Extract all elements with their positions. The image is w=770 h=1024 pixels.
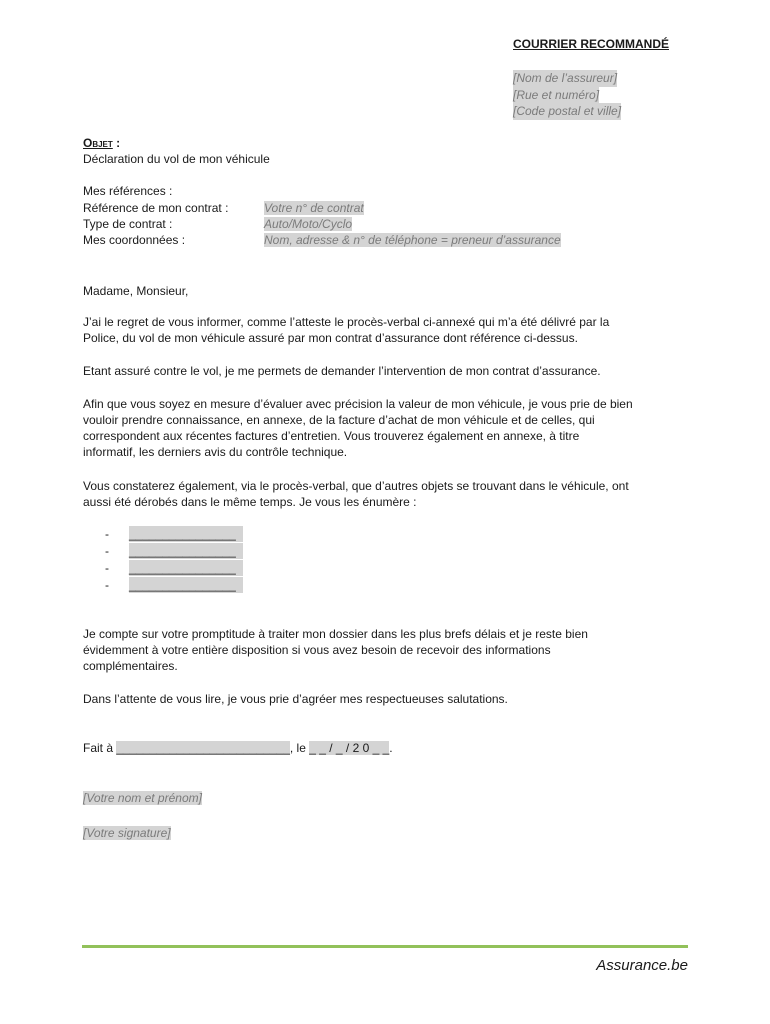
list-item[interactable]: - ________________ <box>105 543 243 559</box>
paragraph-4: Vous constaterez également, via le procès-verbal, que d’autres objets se trouvant dans le véhicule, ont aussi été dérobés dans le même temps. Je vous les énumère : <box>83 479 629 509</box>
ref-contact-value[interactable]: Nom, adresse & n° de téléphone = preneur d’assurance <box>264 233 561 247</box>
insurer-street-placeholder[interactable]: [Rue et numéro] <box>513 87 600 102</box>
paragraph-6: Dans l’attente de vous lire, je vous prie d’agréer mes respectueuses salutations. <box>83 692 508 706</box>
letter-title: COURRIER RECOMMANDÉ <box>513 37 669 51</box>
insurer-city-placeholder[interactable]: [Code postal et ville] <box>513 104 622 118</box>
footer-rule <box>82 945 688 948</box>
paragraph-3: Afin que vous soyez en mesure d’évaluer avec précision la valeur de mon véhicule, je vous prie de bien vouloir prendre connaissance, en annexe, de la facture d’achat de mon véhicule et de celles, qui correspondent aux récentes factures d’entretien. Vous trouverez également en annexe, à titre informatif, les derniers avis du contrôle technique. <box>83 397 633 459</box>
insurer-name-placeholder[interactable]: [Nom de l’assureur] <box>513 71 618 85</box>
ref-contact-label: Mes coordonnées : <box>83 233 186 247</box>
list-item[interactable]: - ________________ <box>105 560 243 576</box>
paragraph-5: Je compte sur votre promptitude à traiter mon dossier dans les plus brefs délais et je reste bien évidemment à votre entière disposition si vous avez besoin de recevoir des informations complémentaires. <box>83 627 588 673</box>
brand-footer: Assurance.be <box>596 957 688 974</box>
date-blank[interactable]: _ _ / _ / 2 0 _ _ <box>309 741 390 755</box>
subject-heading <box>83 135 120 151</box>
signature-placeholder[interactable]: [Votre signature] <box>83 826 171 840</box>
place-blank[interactable]: __________________________ <box>116 741 290 755</box>
paragraph-1: J’ai le regret de vous informer, comme l’atteste le procès-verbal ci-annexé qui m’a été délivré par la Police, du vol de mon véhicule assuré par mon contrat d’assurance dont référence ci-dessus. <box>83 315 610 345</box>
paragraph-2: Etant assuré contre le vol, je me permets de demander l’intervention de mon contrat d’assurance. <box>83 364 601 378</box>
recipient-address <box>513 70 621 120</box>
salutation: Madame, Monsieur, <box>83 284 189 298</box>
list-item[interactable]: - ________________ <box>105 577 243 593</box>
ref-type-label: Type de contrat : <box>83 217 173 231</box>
ref-contract-value[interactable]: Votre n° de contrat <box>264 201 364 215</box>
subject-colon: : <box>112 136 121 150</box>
subject-text: Déclaration du vol de mon véhicule <box>83 152 270 166</box>
ref-type-value[interactable]: Auto/Moto/Cyclo <box>264 217 353 231</box>
subject-label: Objet <box>83 136 113 150</box>
references-heading: Mes références : <box>83 184 173 198</box>
name-placeholder[interactable]: [Votre nom et prénom] <box>83 791 202 805</box>
place-date-line: Fait à __________________________, le _ _ / _ / 2 0 _ _. <box>83 741 393 755</box>
list-item[interactable]: - ________________ <box>105 526 243 542</box>
ref-contract-label: Référence de mon contrat : <box>83 201 229 215</box>
